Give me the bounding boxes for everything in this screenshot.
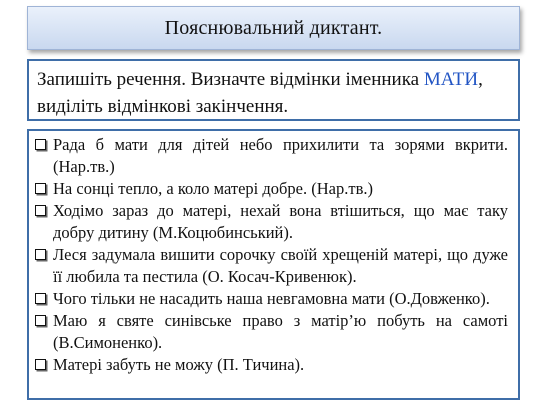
sentence-list — [27, 129, 520, 400]
slide-title: Пояснювальний диктант. — [164, 16, 383, 39]
task-text-part1: Запишіть речення. Визначте відмінки іменника — [37, 69, 424, 90]
checkbox-bullet-icon — [35, 139, 46, 150]
task-instruction-box — [27, 59, 520, 121]
list-item — [35, 354, 508, 376]
checkbox-bullet-icon — [35, 183, 46, 194]
list-item — [35, 288, 508, 310]
list-item — [35, 134, 508, 178]
checkbox-bullet-icon — [35, 249, 46, 260]
slide-title-bar — [27, 6, 520, 50]
sentence-text: Рада б мати для дітей небо прихилити та зорями вкрити. (Нар.тв.) — [53, 135, 508, 176]
task-text-part2: , виділіть відмінкові закінчення. — [37, 69, 483, 117]
list-item — [35, 310, 508, 354]
list-item — [35, 244, 508, 288]
list-item — [35, 178, 508, 200]
sentence-text: Маю я святе синівське право з матір’ю побуть на самоті (В.Симоненко). — [53, 311, 508, 352]
sentence-text: Матері забуть не можу (П. Тичина). — [53, 355, 305, 374]
checkbox-bullet-icon — [35, 205, 46, 216]
list-item — [35, 200, 508, 244]
task-highlight-word: МАТИ — [423, 69, 479, 90]
checkbox-bullet-icon — [35, 293, 46, 304]
checkbox-bullet-icon — [35, 359, 46, 370]
sentence-text: Ходімо зараз до матері, нехай вона втішиться, що має таку добру дитину (М.Коцюбинський). — [53, 201, 508, 242]
sentence-text: Чого тільки не насадить наша невгамовна мати (О.Довженко). — [53, 289, 490, 308]
sentence-text: Леся задумала вишити сорочку своїй хрещеній матері, що дуже її любила та пестила (О. Косач-Кривенюк). — [53, 245, 508, 286]
sentence-text: На сонці тепло, а коло матері добре. (Нар.тв.) — [53, 179, 373, 198]
checkbox-bullet-icon — [35, 315, 46, 326]
